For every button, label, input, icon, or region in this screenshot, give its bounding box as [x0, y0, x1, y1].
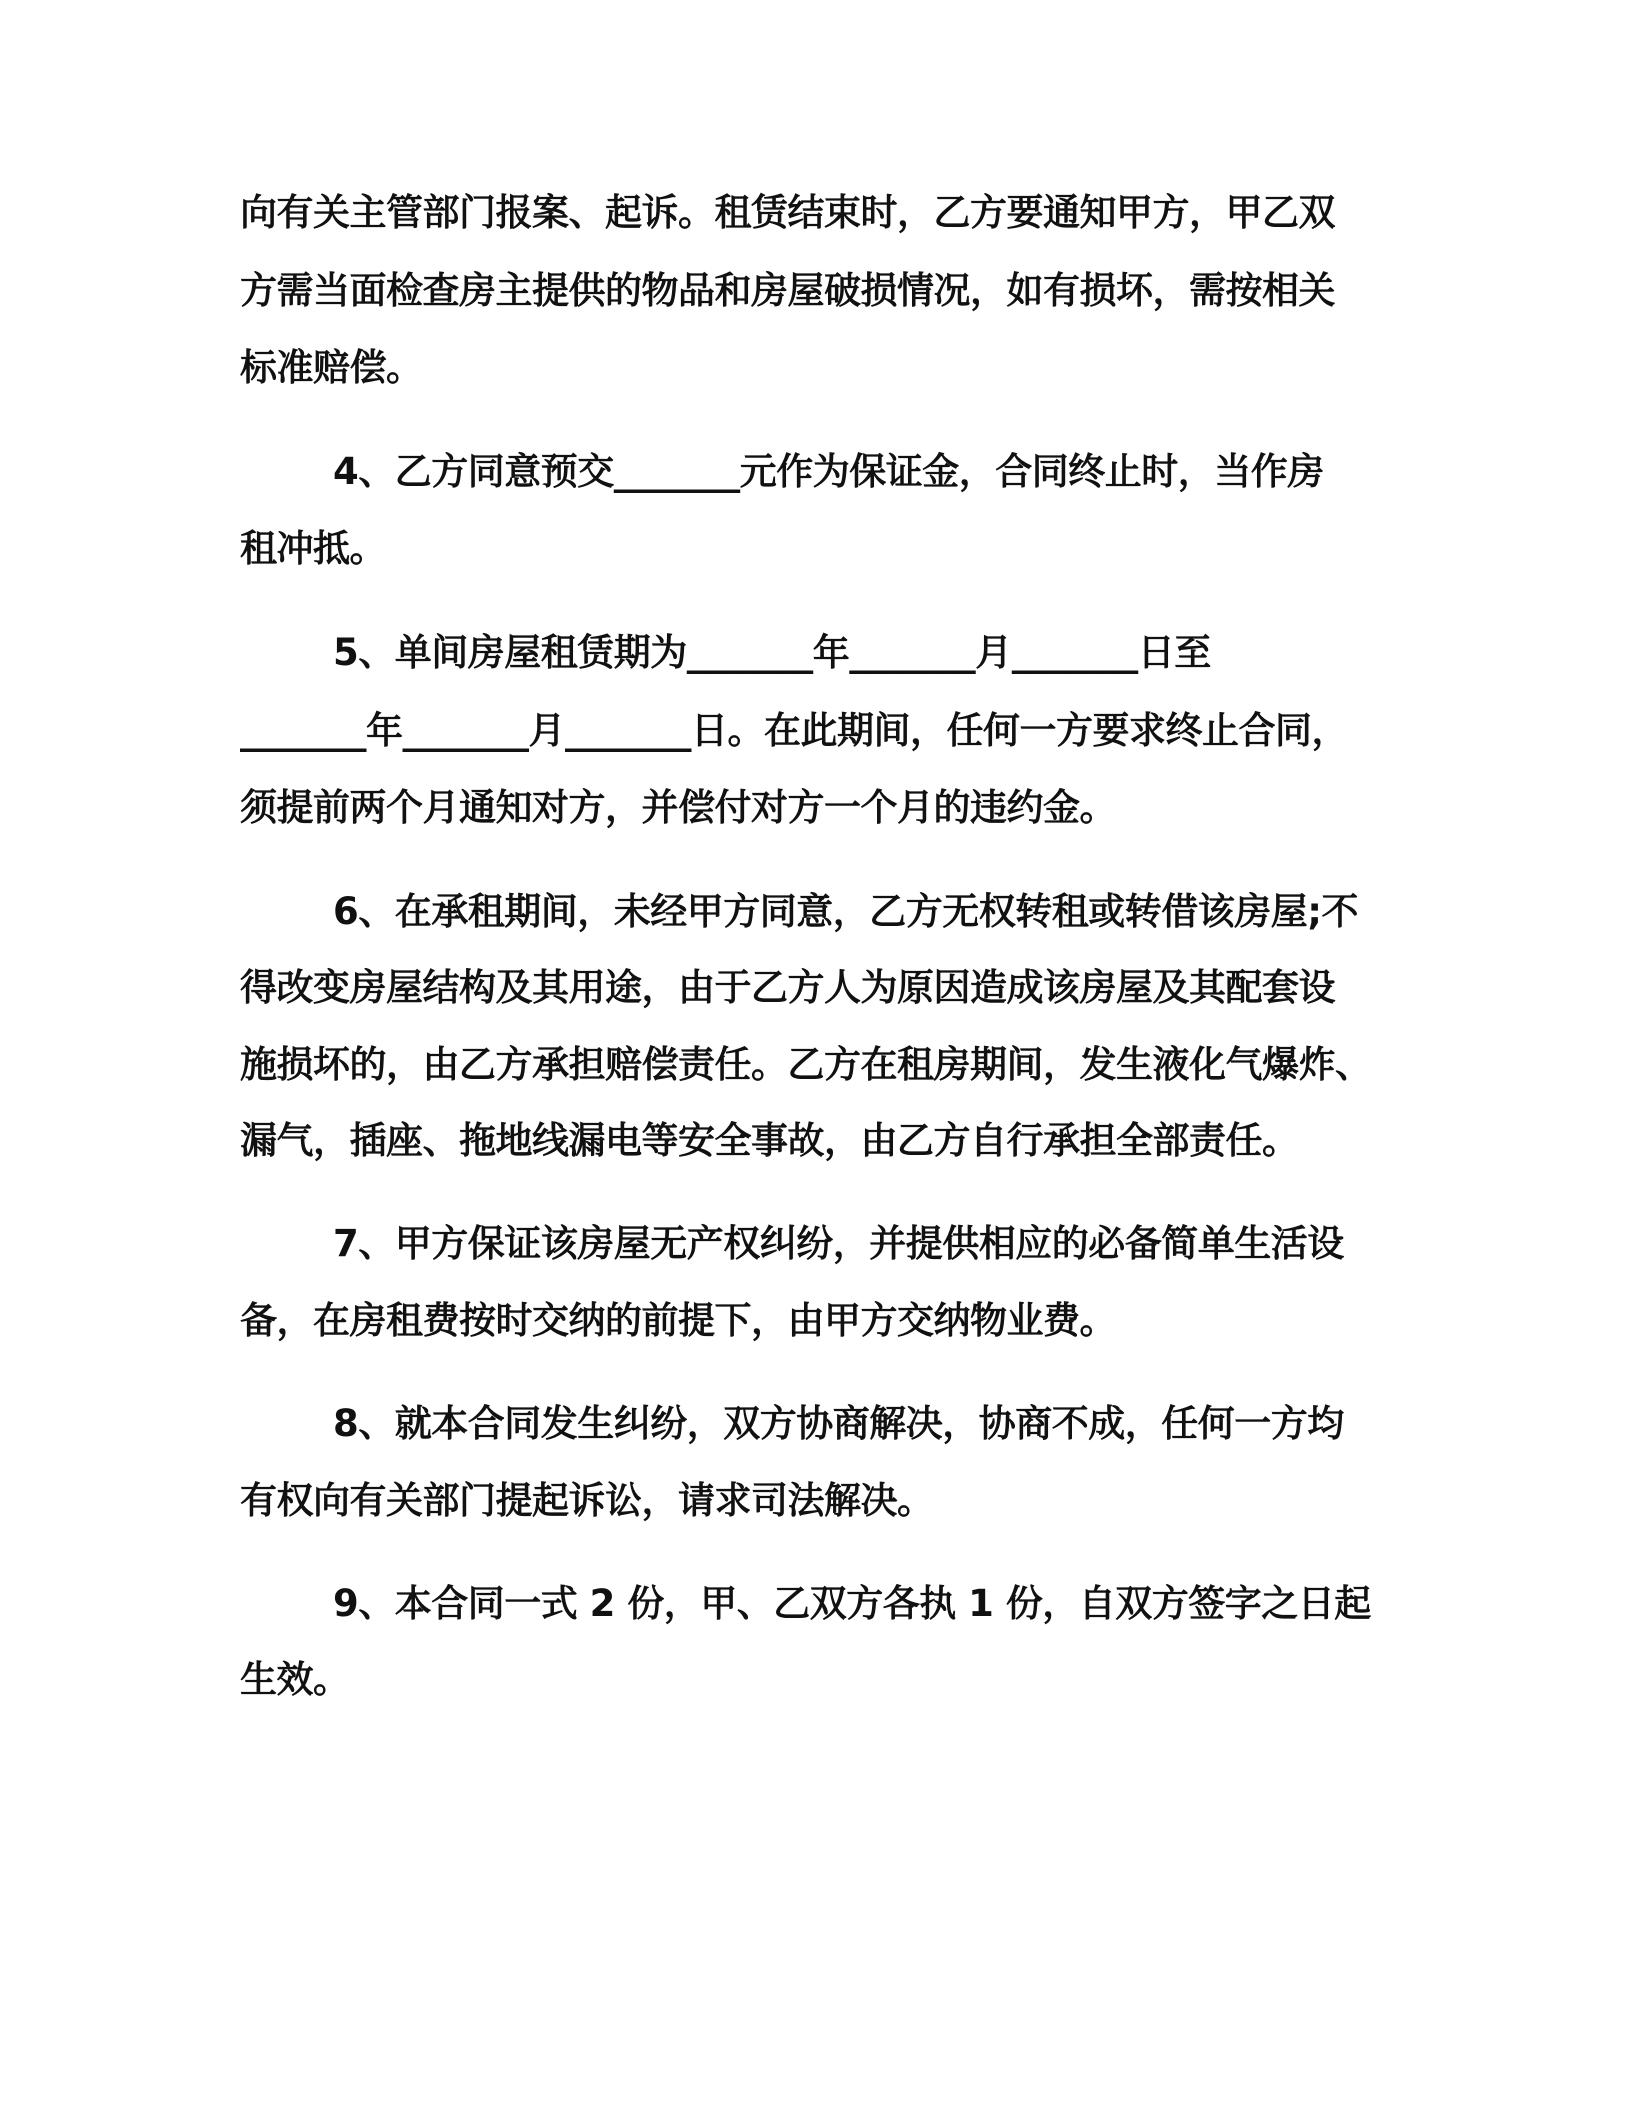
text-line: 生效。	[240, 1658, 350, 1701]
text-line: 4、乙方同意预交_______元作为保证金，合同终止时，当作房	[333, 450, 1324, 493]
text-line: 备，在房租费按时交纳的前提下，由甲方交纳物业费。	[240, 1299, 1116, 1342]
text-line: 8、就本合同发生纠纷，双方协商解决，协商不成，任何一方均	[333, 1402, 1344, 1445]
text-line: 5、单间房屋租赁期为_______年_______月_______日至	[333, 631, 1211, 674]
text-line: 漏气，插座、拖地线漏电等安全事故，由乙方自行承担全部责任。	[240, 1119, 1299, 1162]
text-line: 施损坏的，由乙方承担赔偿责任。乙方在租房期间，发生液化气爆炸、	[240, 1043, 1372, 1086]
text-line: 标准赔偿。	[240, 346, 423, 389]
text-line: 6、在承租期间，未经甲方同意，乙方无权转租或转借该房屋;不	[333, 890, 1359, 933]
text-line: 9、本合同一式 2 份，甲、乙双方各执 1 份，自双方签字之日起	[333, 1582, 1371, 1625]
text-line: 租冲抵。	[240, 527, 386, 570]
text-line: 须提前两个月通知对方，并偿付对方一个月的违约金。	[240, 786, 1116, 829]
text-line: 有权向有关部门提起诉讼，请求司法解决。	[240, 1479, 934, 1522]
text-line: 得改变房屋结构及其用途，由于乙方人为原因造成该房屋及其配套设	[240, 966, 1335, 1009]
text-line: _______年_______月_______日。在此期间，任何一方要求终止合同，	[240, 709, 1348, 752]
text-line: 7、甲方保证该房屋无产权纠纷，并提供相应的必备简单生活设	[333, 1222, 1344, 1265]
text-line: 向有关主管部门报案、起诉。租赁结束时，乙方要通知甲方，甲乙双	[240, 191, 1335, 234]
text-line: 方需当面检查房主提供的物品和房屋破损情况，如有损坏，需按相关	[240, 269, 1335, 312]
